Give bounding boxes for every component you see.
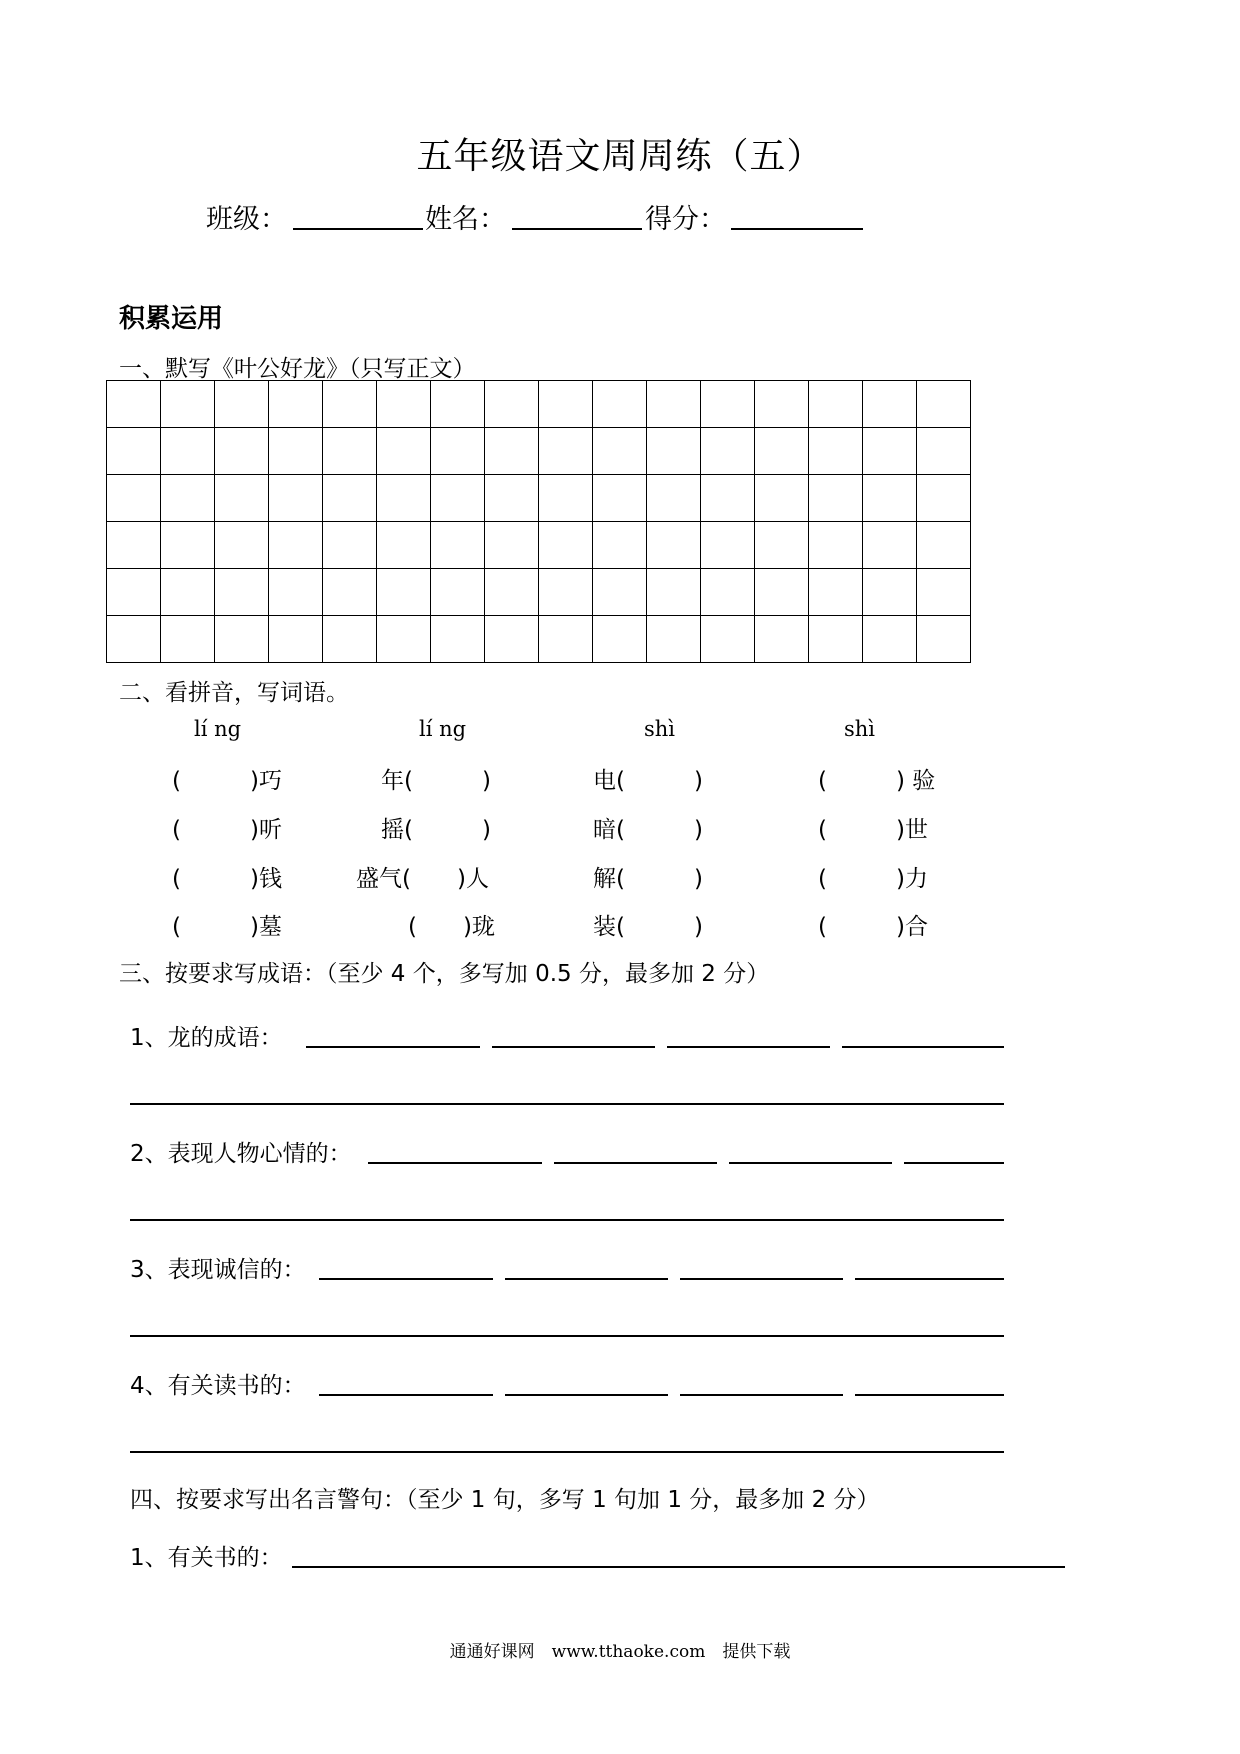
- answer-line[interactable]: [842, 1046, 1004, 1048]
- grid-cell[interactable]: [917, 522, 971, 569]
- grid-cell[interactable]: [539, 475, 593, 522]
- grid-cell[interactable]: [107, 522, 161, 569]
- q4-title: 四、按要求写出名言警句：（至少 1 句，多写 1 句加 1 分，最多加 2 分）: [130, 1487, 880, 1513]
- word-blank[interactable]: ( )世: [818, 817, 928, 843]
- q3-title: 三、按要求写成语：（至少 4 个，多写加 0.5 分，最多加 2 分）: [119, 961, 770, 987]
- grid-cell[interactable]: [431, 569, 485, 616]
- grid-cell[interactable]: [215, 381, 269, 428]
- grid-cell[interactable]: [269, 428, 323, 475]
- grid-cell[interactable]: [755, 522, 809, 569]
- grid-cell[interactable]: [701, 616, 755, 663]
- grid-cell[interactable]: [809, 381, 863, 428]
- grid-cell[interactable]: [917, 569, 971, 616]
- grid-cell[interactable]: [161, 569, 215, 616]
- grid-cell[interactable]: [377, 616, 431, 663]
- grid-cell[interactable]: [215, 475, 269, 522]
- answer-line[interactable]: [554, 1162, 717, 1164]
- word-blank[interactable]: ( )听: [172, 817, 282, 843]
- grid-cell[interactable]: [755, 569, 809, 616]
- grid-cell[interactable]: [755, 475, 809, 522]
- grid-row: [107, 522, 971, 569]
- grid-row: [107, 428, 971, 475]
- grid-cell[interactable]: [809, 428, 863, 475]
- answer-line[interactable]: [130, 1335, 1004, 1337]
- answer-line[interactable]: [855, 1394, 1004, 1396]
- pinyin-label: shì: [644, 717, 676, 741]
- q3-item-label: 2、表现人物心情的：: [130, 1141, 352, 1167]
- grid-cell[interactable]: [701, 428, 755, 475]
- word-blank[interactable]: ( )钱: [172, 866, 282, 892]
- pinyin-label: lí ng: [194, 717, 242, 741]
- grid-cell[interactable]: [269, 381, 323, 428]
- grid-cell[interactable]: [161, 475, 215, 522]
- q1-title: 一、默写《叶公好龙》（只写正文）: [119, 356, 476, 382]
- grid-cell[interactable]: [107, 381, 161, 428]
- grid-cell[interactable]: [809, 616, 863, 663]
- grid-cell[interactable]: [647, 616, 701, 663]
- grid-cell[interactable]: [701, 381, 755, 428]
- grid-cell[interactable]: [593, 381, 647, 428]
- grid-cell[interactable]: [647, 428, 701, 475]
- grid-cell[interactable]: [809, 475, 863, 522]
- grid-cell[interactable]: [593, 428, 647, 475]
- grid-cell[interactable]: [377, 428, 431, 475]
- name-label: 姓名：: [425, 204, 506, 235]
- grid-cell[interactable]: [323, 428, 377, 475]
- word-blank[interactable]: 年( ): [381, 768, 491, 794]
- grid-cell[interactable]: [107, 475, 161, 522]
- grid-cell[interactable]: [647, 569, 701, 616]
- grid-cell[interactable]: [593, 475, 647, 522]
- answer-line[interactable]: [680, 1394, 843, 1396]
- grid-cell[interactable]: [755, 428, 809, 475]
- answer-line[interactable]: [130, 1451, 1004, 1453]
- word-blank[interactable]: ( ) 验: [818, 768, 936, 794]
- grid-cell[interactable]: [701, 522, 755, 569]
- word-blank[interactable]: 解( ): [593, 866, 703, 892]
- word-blank[interactable]: 盛气( )人: [356, 866, 489, 892]
- grid-cell[interactable]: [701, 569, 755, 616]
- grid-cell[interactable]: [269, 569, 323, 616]
- answer-line[interactable]: [368, 1162, 542, 1164]
- answer-line[interactable]: [292, 1566, 1065, 1568]
- grid-cell[interactable]: [269, 616, 323, 663]
- grid-cell[interactable]: [107, 616, 161, 663]
- grid-cell[interactable]: [323, 381, 377, 428]
- word-blank[interactable]: 装( ): [593, 914, 703, 940]
- pinyin-label: lí ng: [419, 717, 467, 741]
- grid-cell[interactable]: [539, 569, 593, 616]
- answer-line[interactable]: [904, 1162, 1004, 1164]
- grid-cell[interactable]: [539, 616, 593, 663]
- grid-cell[interactable]: [161, 616, 215, 663]
- grid-cell[interactable]: [485, 475, 539, 522]
- word-blank[interactable]: 摇( ): [381, 817, 491, 843]
- grid-row: [107, 616, 971, 663]
- grid-cell[interactable]: [431, 522, 485, 569]
- q3-item-label: 3、表现诚信的：: [130, 1257, 306, 1283]
- grid-cell[interactable]: [539, 522, 593, 569]
- grid-cell[interactable]: [863, 475, 917, 522]
- grid-cell[interactable]: [485, 569, 539, 616]
- grid-cell[interactable]: [377, 569, 431, 616]
- grid-cell[interactable]: [323, 475, 377, 522]
- grid-cell[interactable]: [863, 569, 917, 616]
- grid-cell[interactable]: [917, 475, 971, 522]
- q2-title: 二、看拼音，写词语。: [119, 680, 349, 706]
- answer-line[interactable]: [505, 1278, 668, 1280]
- word-blank[interactable]: ( )合: [818, 914, 928, 940]
- grid-cell[interactable]: [431, 381, 485, 428]
- grid-cell[interactable]: [485, 381, 539, 428]
- grid-cell[interactable]: [107, 569, 161, 616]
- writing-grid[interactable]: [106, 380, 971, 663]
- grid-cell[interactable]: [161, 381, 215, 428]
- grid-row: [107, 381, 971, 428]
- pinyin-label: shì: [844, 717, 876, 741]
- answer-line[interactable]: [130, 1219, 1004, 1221]
- grid-cell[interactable]: [647, 522, 701, 569]
- grid-cell[interactable]: [269, 475, 323, 522]
- grid-cell[interactable]: [215, 616, 269, 663]
- grid-cell[interactable]: [755, 616, 809, 663]
- grid-cell[interactable]: [863, 522, 917, 569]
- grid-cell[interactable]: [647, 381, 701, 428]
- grid-cell[interactable]: [809, 569, 863, 616]
- grid-cell[interactable]: [377, 522, 431, 569]
- grid-cell[interactable]: [323, 616, 377, 663]
- grid-cell[interactable]: [809, 522, 863, 569]
- section-heading: 积累运用: [119, 304, 224, 334]
- grid-cell[interactable]: [917, 381, 971, 428]
- grid-cell[interactable]: [701, 475, 755, 522]
- word-blank[interactable]: 暗( ): [593, 817, 703, 843]
- grid-row: [107, 475, 971, 522]
- grid-cell[interactable]: [485, 616, 539, 663]
- grid-cell[interactable]: [377, 475, 431, 522]
- worksheet-title: 五年级语文周周练（五）: [416, 136, 824, 177]
- grid-cell[interactable]: [485, 428, 539, 475]
- grid-cell[interactable]: [917, 428, 971, 475]
- score-label: 得分：: [645, 204, 726, 235]
- word-blank[interactable]: ( )珑: [408, 914, 495, 940]
- grid-cell[interactable]: [593, 616, 647, 663]
- grid-cell[interactable]: [917, 616, 971, 663]
- grid-cell[interactable]: [215, 569, 269, 616]
- grid-cell[interactable]: [647, 475, 701, 522]
- answer-line[interactable]: [319, 1394, 493, 1396]
- answer-line[interactable]: [492, 1046, 655, 1048]
- score-blank[interactable]: [731, 228, 863, 230]
- grid-cell[interactable]: [215, 428, 269, 475]
- answer-line[interactable]: [505, 1394, 668, 1396]
- grid-cell[interactable]: [215, 522, 269, 569]
- word-blank[interactable]: 电( ): [593, 768, 703, 794]
- grid-cell[interactable]: [755, 381, 809, 428]
- grid-cell[interactable]: [539, 428, 593, 475]
- grid-cell[interactable]: [431, 616, 485, 663]
- grid-cell[interactable]: [863, 616, 917, 663]
- grid-row: [107, 569, 971, 616]
- answer-line[interactable]: [729, 1162, 892, 1164]
- grid-cell[interactable]: [539, 381, 593, 428]
- grid-cell[interactable]: [593, 522, 647, 569]
- class-blank[interactable]: [293, 228, 423, 230]
- grid-cell[interactable]: [863, 381, 917, 428]
- grid-cell[interactable]: [377, 381, 431, 428]
- answer-line[interactable]: [680, 1278, 843, 1280]
- grid-cell[interactable]: [107, 428, 161, 475]
- answer-line[interactable]: [130, 1103, 1004, 1105]
- footer-text: 通通好课网 www.tthaoke.com 提供下载: [449, 1642, 791, 1662]
- name-blank[interactable]: [512, 228, 642, 230]
- word-blank[interactable]: ( )巧: [172, 768, 282, 794]
- answer-line[interactable]: [667, 1046, 830, 1048]
- answer-line[interactable]: [319, 1278, 493, 1280]
- word-blank[interactable]: ( )墓: [172, 914, 282, 940]
- grid-cell[interactable]: [323, 569, 377, 616]
- word-blank[interactable]: ( )力: [818, 866, 928, 892]
- answer-line[interactable]: [306, 1046, 480, 1048]
- grid-cell[interactable]: [269, 522, 323, 569]
- q3-item-label: 4、有关读书的：: [130, 1373, 306, 1399]
- class-label: 班级：: [206, 204, 287, 235]
- grid-cell[interactable]: [485, 522, 539, 569]
- grid-cell[interactable]: [863, 428, 917, 475]
- grid-cell[interactable]: [323, 522, 377, 569]
- grid-cell[interactable]: [161, 522, 215, 569]
- q4-item-label: 1、有关书的：: [130, 1545, 283, 1571]
- answer-line[interactable]: [855, 1278, 1004, 1280]
- grid-cell[interactable]: [431, 475, 485, 522]
- grid-cell[interactable]: [431, 428, 485, 475]
- q3-item-label: 1、龙的成语：: [130, 1025, 283, 1051]
- grid-cell[interactable]: [593, 569, 647, 616]
- grid-cell[interactable]: [161, 428, 215, 475]
